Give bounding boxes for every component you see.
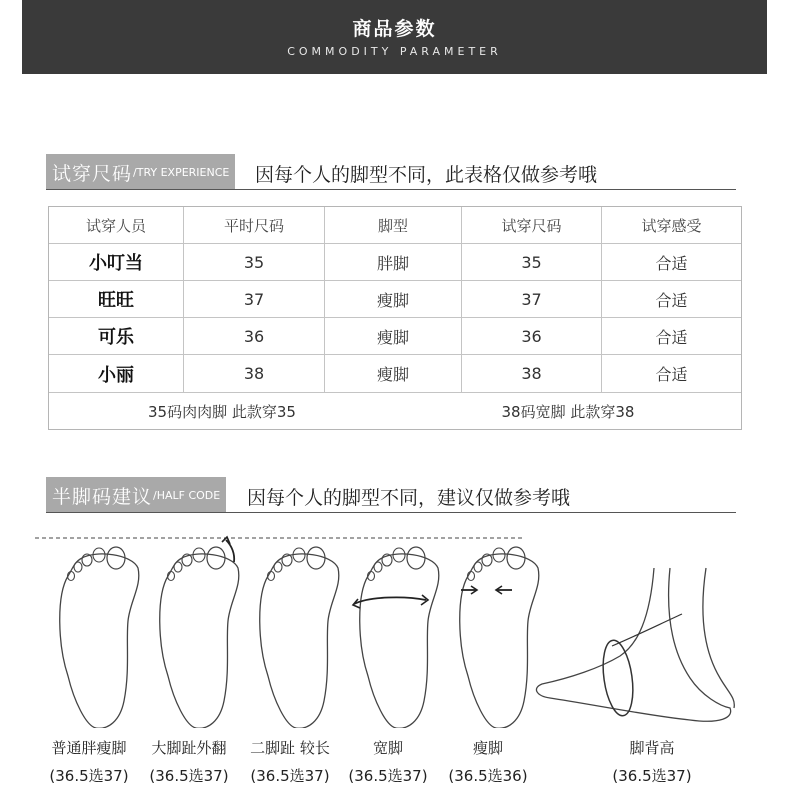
foot-label: 大脚趾外翻 bbox=[151, 739, 227, 757]
table-row bbox=[49, 281, 741, 318]
tester-name: 可乐 bbox=[49, 318, 184, 354]
half-code-divider bbox=[46, 512, 736, 513]
foot-long-second-toe-icon bbox=[260, 547, 339, 728]
foot-high-instep-icon bbox=[536, 568, 734, 721]
table-row bbox=[49, 318, 741, 355]
banner-title: 商品参数 bbox=[352, 18, 437, 40]
trial-size: 35 bbox=[462, 244, 602, 280]
note-left: 35码肉肉脚 此款穿35 bbox=[148, 402, 296, 421]
size-trial-table bbox=[48, 206, 742, 430]
half-code-section-heading bbox=[46, 477, 746, 517]
feet-illustrations bbox=[30, 528, 760, 728]
trial-size: 36 bbox=[462, 318, 602, 354]
foot-label: 宽脚 bbox=[372, 739, 403, 757]
foot-normal-icon bbox=[60, 547, 139, 728]
foot-type: 胖脚 bbox=[325, 244, 462, 280]
table-notes-row bbox=[49, 393, 741, 429]
header-cell: 试穿感受 bbox=[641, 216, 702, 235]
usual-size: 37 bbox=[184, 281, 325, 317]
foot-type: 瘦脚 bbox=[325, 318, 462, 354]
foot-bunion-icon bbox=[160, 537, 239, 728]
foot-size: (36.5选36) bbox=[448, 767, 528, 785]
foot-type: 瘦脚 bbox=[325, 355, 462, 392]
foot-label: 脚背高 bbox=[629, 739, 675, 757]
try-section-description: 因每个人的脚型不同，此表格仅做参考哦 bbox=[255, 164, 598, 186]
foot-label: 二脚趾 较长 bbox=[250, 739, 330, 757]
note-right: 38码宽脚 此款穿38 bbox=[501, 402, 635, 421]
tester-name: 旺旺 bbox=[49, 281, 184, 317]
trial-feeling: 合适 bbox=[655, 327, 688, 347]
foot-size: (36.5选37) bbox=[612, 767, 692, 785]
foot-narrow-icon bbox=[460, 547, 539, 728]
half-code-tag bbox=[46, 477, 226, 513]
foot-size: (36.5选37) bbox=[250, 767, 330, 785]
header-cell: 试穿尺码 bbox=[462, 207, 602, 243]
banner-subtitle: COMMODITY PARAMETER bbox=[287, 45, 502, 58]
trial-feeling: 合适 bbox=[655, 365, 688, 384]
table-row bbox=[49, 355, 741, 393]
try-section-divider bbox=[46, 189, 736, 190]
try-tag-cn: 试穿尺码 bbox=[52, 162, 133, 185]
tester-name: 小叮当 bbox=[49, 244, 184, 280]
header-cell: 试穿人员 bbox=[49, 207, 184, 243]
foot-type: 瘦脚 bbox=[325, 281, 462, 317]
trial-size: 37 bbox=[462, 281, 602, 317]
try-section-heading bbox=[46, 154, 746, 194]
half-tag-en: /HALF CODE bbox=[153, 488, 221, 502]
trial-size: 38 bbox=[462, 355, 602, 392]
header-banner bbox=[22, 0, 767, 74]
foot-size: (36.5选37) bbox=[49, 767, 129, 785]
half-code-description: 因每个人的脚型不同，建议仅做参考哦 bbox=[247, 487, 571, 509]
half-tag-cn: 半脚码建议 bbox=[52, 485, 153, 508]
trial-feeling: 合适 bbox=[655, 253, 688, 273]
try-tag-en: /TRY EXPERIENCE bbox=[133, 165, 230, 179]
foot-label: 瘦脚 bbox=[472, 739, 503, 757]
foot-wide-icon bbox=[353, 547, 439, 728]
tester-name: 小丽 bbox=[49, 355, 184, 392]
header-cell: 脚型 bbox=[325, 207, 462, 243]
try-section-tag bbox=[46, 154, 235, 190]
trial-feeling: 合适 bbox=[655, 290, 688, 310]
foot-size: (36.5选37) bbox=[149, 767, 229, 785]
foot-size: (36.5选37) bbox=[348, 767, 428, 785]
table-header-row bbox=[49, 207, 741, 244]
table-row bbox=[49, 244, 741, 281]
foot-label: 普通胖瘦脚 bbox=[51, 739, 127, 757]
usual-size: 36 bbox=[184, 318, 325, 354]
usual-size: 38 bbox=[184, 355, 325, 392]
header-cell: 平时尺码 bbox=[184, 207, 325, 243]
usual-size: 35 bbox=[184, 244, 325, 280]
